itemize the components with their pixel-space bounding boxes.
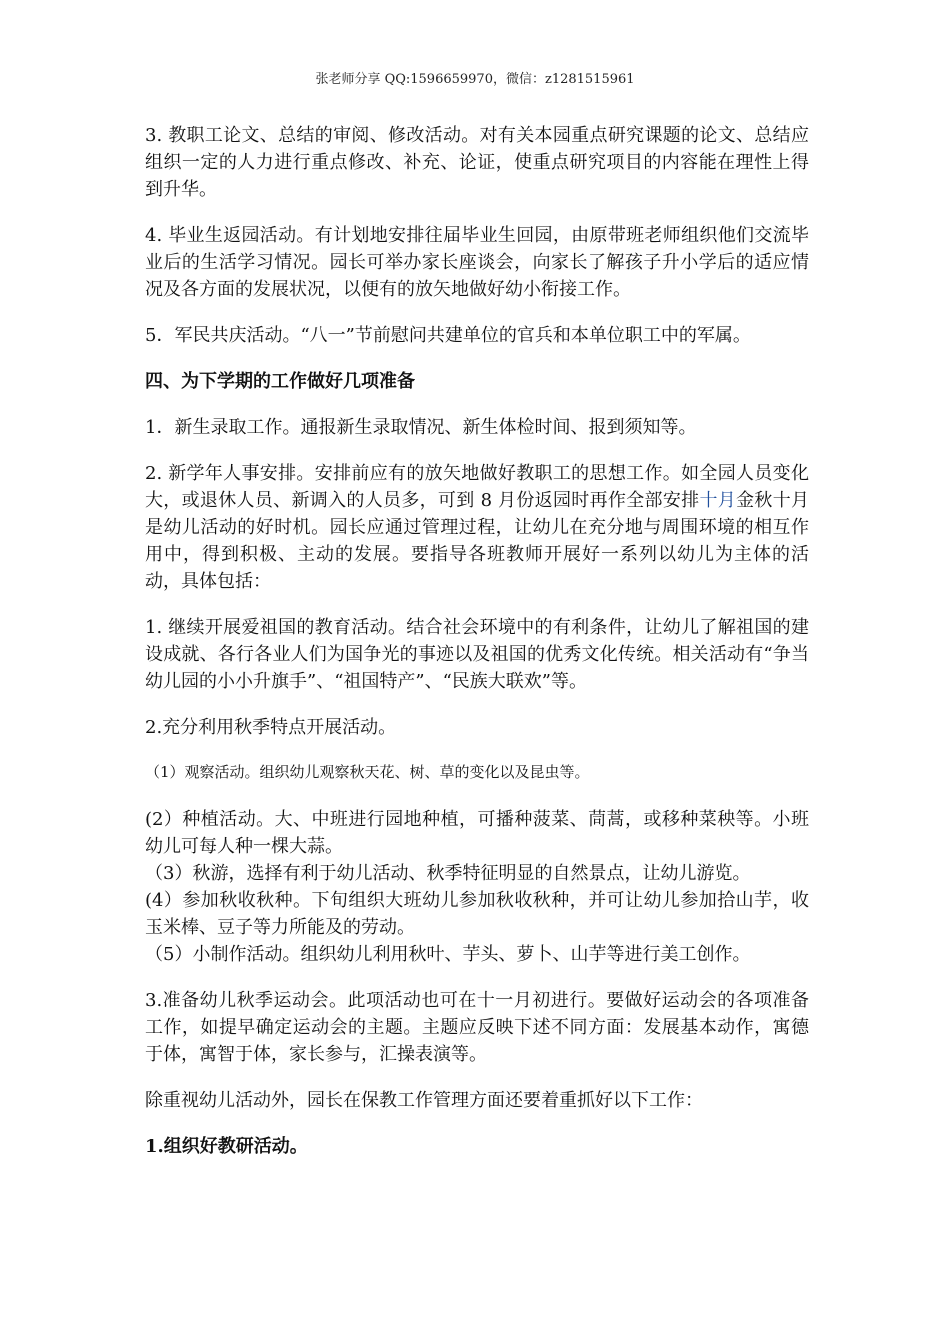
- paragraph-harvest: (4）参加秋收秋种。下旬组织大班幼儿参加秋收秋种，并可让幼儿参加拾山芋，收玉米棒、豆子等力所能及的劳动。: [145, 890, 809, 938]
- paragraph-planting: (2）种植活动。大、中班进行园地种植，可播种菠菜、茼蒿，或移种菜秧等。小班幼儿可每人种一棵大蒜。: [145, 809, 809, 857]
- paragraph-management: 除重视幼儿活动外，园长在保教工作管理方面还要着重抓好以下工作：: [145, 1090, 703, 1111]
- staffing-text-b: 金秋十月是幼儿活动的好时机。园长应通过管理过程，让幼儿在充分地与周围环境的相互作用中，得到积极、主动的发展。要指导各班教师开展好一系列以幼儿为主体的活动，具体包括：: [145, 490, 810, 592]
- section-heading-preparation: 四、为下学期的工作做好几项准备: [145, 371, 415, 392]
- document-body: [145, 122, 809, 1179]
- paragraph-graduate-return: 4. 毕业生返园活动。有计划地安排往届毕业生回园，由原带班老师组织他们交流毕业后的生活学习情况。园长可举办家长座谈会，向家长了解孩子升小学后的适应情况及各方面的发展状况，以便有的放矢地做好幼小衔接工作。: [145, 225, 809, 300]
- paragraph-patriotic-education: 1. 继续开展爱祖国的教育活动。结合社会环境中的有利条件，让幼儿了解祖国的建设成就、各行各业人们为国争光的事迹以及祖国的优秀文化传统。相关活动有“争当幼儿园的小小升旗手”、“祖国特产”、“民族大联欢”等。: [145, 617, 809, 692]
- paragraph-enrollment: 1．新生录取工作。通报新生录取情况、新生体检时间、报到须知等。: [145, 417, 697, 438]
- paragraph-sports-meet: 3.准备幼儿秋季运动会。此项活动也可在十一月初进行。要做好运动会的各项准备工作，如提早确定运动会的主题。主题应反映下述不同方面：发展基本动作，寓德于体，寓智于体，家长参与，汇操表演等。: [145, 990, 809, 1065]
- paragraph-observation: （1）观察活动。组织幼儿观察秋天花、树、草的变化以及昆虫等。: [145, 763, 590, 781]
- paragraph-thesis-review: 3. 教职工论文、总结的审阅、修改活动。对有关本园重点研究课题的论文、总结应组织一定的人力进行重点修改、补充、论证，使重点研究项目的内容能在理性上得到升华。: [145, 125, 809, 200]
- paragraph-handicraft: （5）小制作活动。组织幼儿利用秋叶、芋头、萝卜、山芋等进行美工创作。: [145, 944, 751, 965]
- paragraph-autumn-outing: （3）秋游，选择有利于幼儿活动、秋季特征明显的自然景点，让幼儿游览。: [145, 863, 751, 884]
- paragraph-autumn-activities: 2.充分利用秋季特点开展活动。: [145, 717, 397, 738]
- staffing-text-a: 2. 新学年人事安排。安排前应有的放矢地做好教职工的思想工作。如全园人员变化大，或退休人员、新调入的人员多，可到 8 月份返园时再作全部安排: [145, 463, 809, 511]
- page-header: 张老师分享 QQ:1596659970，微信：z1281515961: [315, 72, 635, 87]
- october-link[interactable]: 十月: [699, 490, 737, 511]
- paragraph-army-civilian: 5．军民共庆活动。“八一”节前慰问共建单位的官兵和本单位职工中的军属。: [145, 325, 751, 346]
- subheading-teaching-research: 1.组织好教研活动。: [145, 1136, 308, 1157]
- paragraph-staffing: [145, 460, 809, 595]
